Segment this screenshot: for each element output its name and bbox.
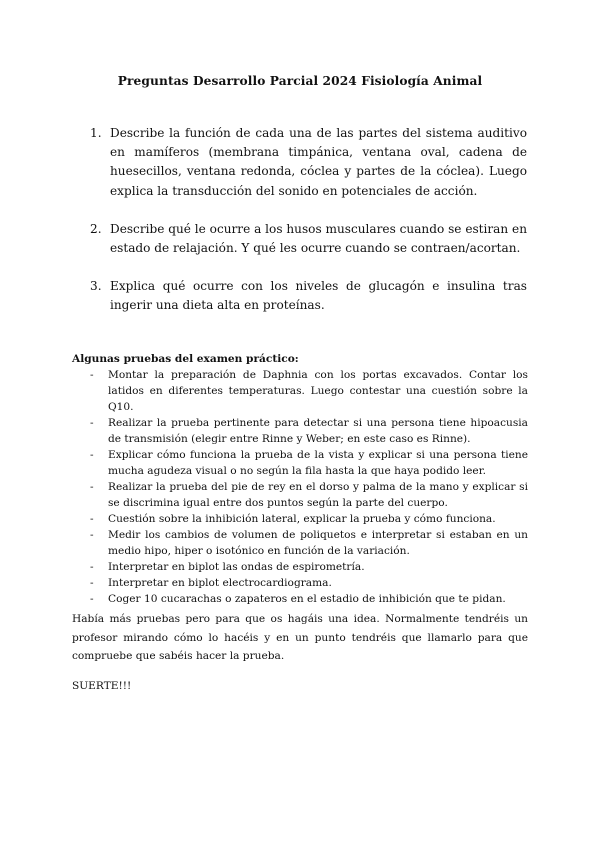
question-list	[90, 124, 527, 335]
list-item-text: Coger 10 cucarachas o zapateros en el estadio de inhibición que te pidan.	[108, 593, 506, 605]
list-item	[72, 415, 528, 447]
bullet-dash: -	[90, 417, 94, 429]
bullet-dash: -	[90, 369, 94, 381]
list-item-text: Interpretar en biplot las ondas de espirometría.	[108, 561, 365, 573]
list-item-text: Montar la preparación de Daphnia con los portas excavados. Contar los latidos en diferentes temperaturas. Luego contestar una cuestión sobre la Q10.	[108, 369, 528, 413]
question-text: Describe qué le ocurre a los husos musculares cuando se estiran en estado de relajación. Y qué les ocurre cuando se contraen/acortan.	[110, 221, 527, 256]
bullet-dash: -	[90, 561, 94, 573]
question-item	[90, 124, 527, 201]
question-text: Describe la función de cada una de las partes del sistema auditivo en mamíferos (membrana timpánica, ventana oval, cadena de huesecillos, ventana redonda, cóclea y partes de la cóclea). Luego explica la transducción del sonido en potenciales de acción.	[110, 126, 527, 198]
list-item-text: Realizar la prueba del pie de rey en el dorso y palma de la mano y explicar si se discrimina igual entre dos puntos según la parte del cuerpo.	[108, 481, 528, 509]
practical-test-list	[72, 367, 528, 607]
bullet-dash: -	[90, 513, 94, 525]
page-title: Preguntas Desarrollo Parcial 2024 Fisiología Animal	[117, 74, 483, 88]
bullet-dash: -	[90, 577, 94, 589]
practical-section	[72, 351, 528, 607]
question-number: 2.	[90, 221, 102, 236]
list-item-text: Medir los cambios de volumen de poliquetos e interpretar si estaban en un medio hipo, hiper o isotónico en función de la variación.	[108, 529, 528, 557]
bullet-dash: -	[90, 481, 94, 493]
list-item-text: Interpretar en biplot electrocardiograma.	[108, 577, 332, 589]
list-item	[72, 447, 528, 479]
question-number: 1.	[90, 126, 102, 140]
closing-paragraph: Había más pruebas pero para que os hagáis una idea. Normalmente tendréis un profesor mirando cómo lo hacéis y en un punto tendréis que llamarlo para que compruebe que sabéis hacer la prueba.	[72, 613, 528, 662]
list-item	[72, 575, 528, 591]
signoff-text: SUERTE!!!	[72, 680, 132, 692]
list-item	[72, 527, 528, 559]
bullet-dash: -	[90, 529, 94, 541]
list-item	[72, 479, 528, 511]
practical-heading: Algunas pruebas del examen práctico:	[72, 353, 299, 365]
list-item	[72, 367, 528, 415]
list-item-text: Cuestión sobre la inhibición lateral, explicar la prueba y cómo funciona.	[108, 513, 496, 525]
list-item	[72, 559, 528, 575]
list-item-text: Explicar cómo funciona la prueba de la vista y explicar si una persona tiene mucha agudeza visual o no según la fila hasta la que haya podido leer.	[108, 449, 528, 477]
list-item-text: Realizar la prueba pertinente para detectar si una persona tiene hipoacusia de transmisión (elegir entre Rinne y Weber; en este caso es Rinne).	[108, 417, 528, 445]
question-item	[90, 220, 527, 258]
list-item	[72, 511, 528, 527]
question-number: 3.	[90, 279, 102, 294]
bullet-dash: -	[90, 593, 94, 605]
question-item	[90, 277, 527, 315]
question-text: Explica qué ocurre con los niveles de glucagón e insulina tras ingerir una dieta alta en proteínas.	[110, 279, 527, 313]
list-item	[72, 591, 528, 607]
bullet-dash: -	[90, 449, 94, 461]
